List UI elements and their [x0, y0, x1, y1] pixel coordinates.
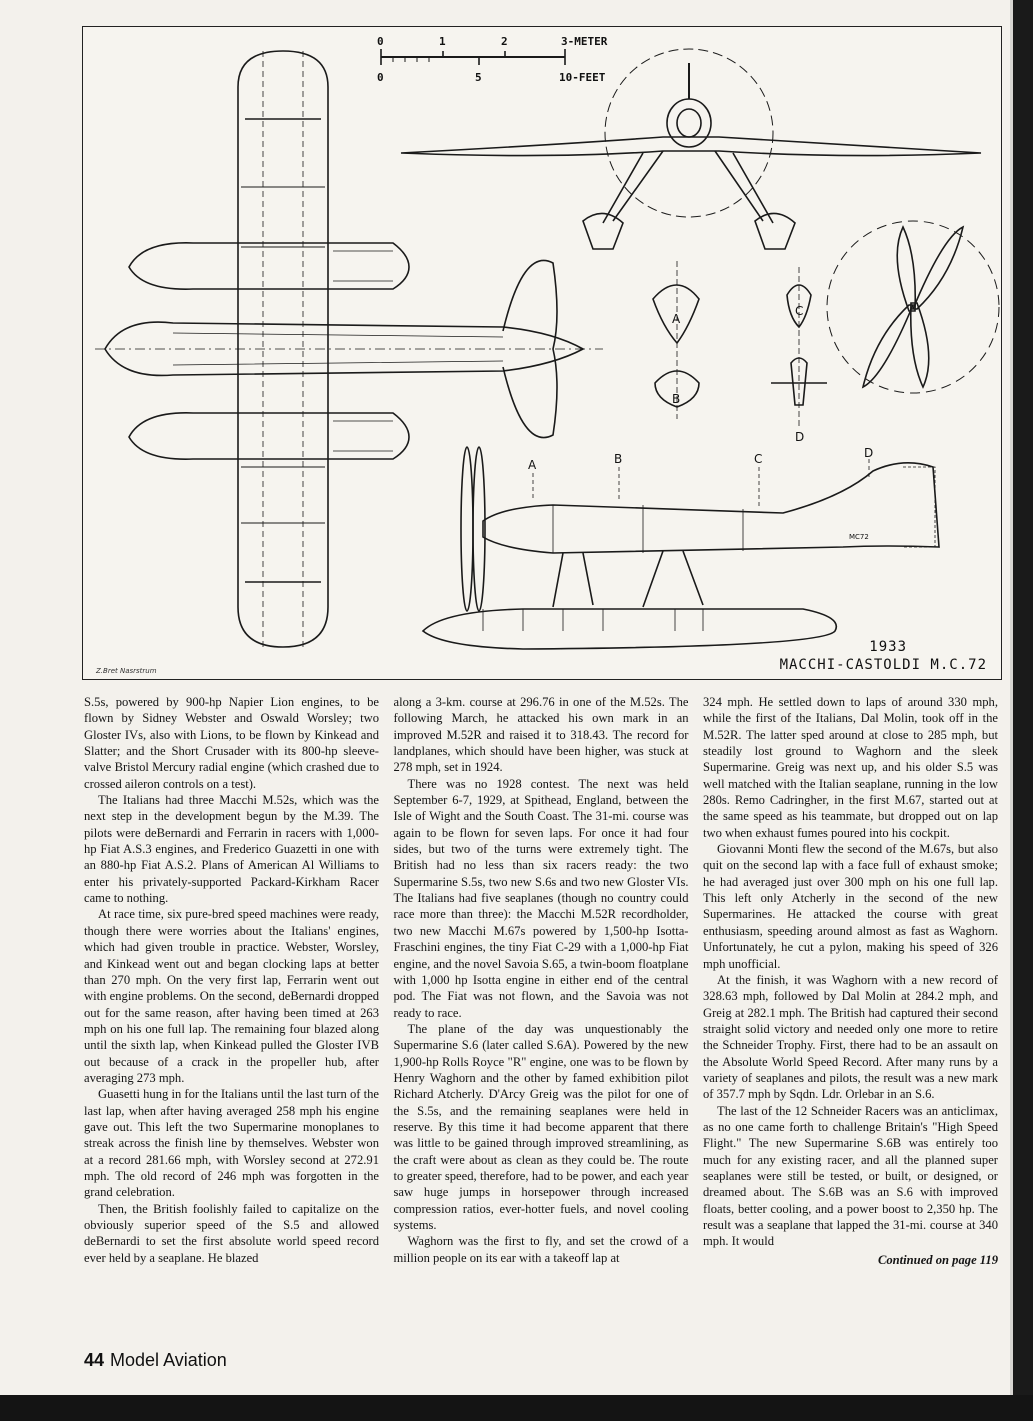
scale-feet-10: 10-FEET — [559, 71, 606, 84]
paragraph: There was no 1928 contest. The next was held September 6-7, 1929, at Spithead, England, between the Isle of Wight and the South Coast. The 31-mi. course was again to be flown for seven laps. For once it had four sides, but two of the turns were extremely tight. The British had no less than six racers ready: the two Supermarine S.5s, two new S.6s and two new Gloster VIs. The Italians had five seaplanes (though no country could race more than three): the Macchi M.52R recordholder, two new Macchi M.67s powered by 1,500-hp Isotta-Fraschini engines, the tiny Fiat C-29 with a 1,000-hp Fiat engine, and the novel Savoia S.65, a twin-boom floatplane with 1,000 hp Isotta engine in either end of the central pod. The Fiat was not flown, and the Savoia was not ready to race. — [393, 776, 689, 1020]
side-section-b: B — [614, 452, 623, 466]
publication-name: Model Aviation — [110, 1350, 227, 1370]
scale-feet-0: 0 — [377, 71, 384, 84]
paragraph: Then, the British foolishly failed to capitalize on the obviously superior speed of the S.5 and allowed deBernardi to set the first absolute world speed record ever held by a seaplane. He blazed — [84, 1201, 379, 1265]
paragraph: At the finish, it was Waghorn with a new record of 328.63 mph, followed by Dal Molin at 284.2 mph, and Greig at 282.1 mph. The British had captured their second straight solid victory and needed only one more to retire the Schneider Trophy. First, there had to be an assault on the Absolute World Speed Record. After many runs by a variety of seaplanes and pilots, the result was a new mark of 357.7 mph by Sqdn. Ldr. Orlebar in an S.6. — [703, 972, 998, 1102]
section-d-label: D — [795, 430, 805, 444]
paragraph: 324 mph. He settled down to laps of around 330 mph, while the first of the Italians, Dal Molin, took off in the M.52R. The latter sped around at close to 285 mph, but steadily lost ground to Waghorn and the sleek Supermarine. Greig was next up, and his older S.5 was well matched with the Italian seaplane, running in the low 280s. Remo Cadringher, in the first M.67, started out at the same speed as his teammate, but dropped out on lap two when exhaust fumes poured into his cockpit. — [703, 695, 998, 840]
front-view — [401, 49, 981, 249]
drawing-year: 1933 — [869, 639, 907, 655]
side-section-d: D — [864, 446, 874, 460]
scale-meter-0: 0 — [377, 35, 384, 48]
scan-border — [0, 1395, 1033, 1421]
column-2 — [394, 694, 689, 1268]
section-b-label: B — [672, 392, 681, 406]
draftsman-signature: Z.Bret Nasrstrum — [96, 667, 157, 675]
propeller-view — [827, 221, 999, 393]
paragraph: along a 3-km. course at 296.76 in one of the M.52s. The following March, he attacked his own mark in an improved M.52R and raised it to 318.43. The record for landplanes, which should have been higher, was stuck at 278 mph, set in 1924. — [393, 695, 689, 775]
paragraph: Guasetti hung in for the Italians until the last turn of the last lap, when after having averaged 258 mph his engine gave out. This left the two Supermarine monoplanes to streak across the finish line by themselves. Webster won at a record 281.66 mph, with Worsley second at 272.91 mph. The old record of 246 mph was forgotten in the grand celebration. — [84, 1087, 379, 1200]
column-3 — [703, 694, 998, 1268]
paragraph: Giovanni Monti flew the second of the M.67s, but also quit on the second lap with a face full of exhaust smoke; he had averaged just over 300 mph on his one full lap. This left only Atcherly in the second of the new Supermarines. He attacked the course with great enthusiasm, speeding around almost as fast as Waghorn. Unfortunately, he cut a pylon, making his speed of 326 mph unofficial. — [703, 842, 998, 971]
continued-note: Continued on page 119 — [877, 1252, 998, 1267]
section-c-label: C — [795, 304, 804, 318]
drawing-title: MACCHI-CASTOLDI M.C.72 — [779, 657, 987, 673]
paragraph: The plane of the day was unquestionably the Supermarine S.6 (later called S.6A). Powered by the new 1,900-hp Rolls Royce "R" engine, one was to be flown by Henry Waghorn and the other by famed exhibition pilot Richard Atcherly. D'Arcy Greig was the pilot for one of the S.5s, and the remaining seaplanes were held in reserve. By this time it had become apparent that there was little to be gained through improved streamlining, as the craft were about as clean as they could be. The route to greater speed, therefore, had to be power, and each year saw huge jumps in horsepower through increased compression ratios, ever-hotter fuels, and novel cooling systems. — [393, 1021, 689, 1232]
scale-feet-5: 5 — [475, 71, 482, 84]
page-footer — [84, 1350, 227, 1371]
cross-sections — [653, 261, 827, 444]
paragraph: Waghorn was the first to fly, and set the crowd of a million people on its ear with a takeoff lap at — [393, 1234, 689, 1265]
column-1 — [84, 694, 379, 1268]
scale-meter-2: 2 — [501, 35, 508, 48]
side-section-a: A — [528, 458, 537, 472]
scale-meter-3: 3-METER — [561, 35, 608, 48]
paragraph: The last of the 12 Schneider Racers was an anticlimax, as no one came forth to challenge Britain's "High Speed Flight." The new Supermarine S.6B was entirely too much for any existing racer, and all the planned super seaplanes were still be tested, or built, or designed, or dreamed about. The S.6B was an S.6 with improved floats, better cooling, and a power boost to 2,350 hp. The result was a seaplane that lapped the 31-mi. course at 340 mph. It would — [703, 1103, 998, 1249]
paragraph: At race time, six pure-bred speed machines were ready, though there were worries about the Italians' engines, which had given trouble in practice. Webster, Worsley, and Kinkead went out and began clocking laps at better than 270 mph. On the very first lap, Ferrarin went out with engine problems. On the second, deBernardi dropped out for the same reason, after having been timed at 263 mph on his one full lap. The remaining four blazed along until the sixth lap, when Kinkead pulled the Gloster IVB out because of a crack in the propeller hub, after averaging 273 mph. — [84, 907, 379, 1085]
plan-view — [95, 51, 603, 647]
side-view — [423, 446, 939, 649]
page-number: 44 — [84, 1350, 105, 1370]
three-view-drawing — [82, 26, 1002, 680]
article-body — [84, 694, 998, 1268]
paragraph: The Italians had three Macchi M.52s, which was the next step in the development begun by the M.39. The pilots were deBernardi and Ferrarin in racers with 1,000-hp Fiat A.S.3 engines, and Frederico Guazetti in one with an 880-hp Fiat A.S.2. Plans of American Al Williams to enter his privately-supported Packard-Kirkham Racer came to nothing. — [84, 793, 379, 906]
fuselage-marking: MC72 — [849, 533, 869, 541]
aircraft-plan-svg — [83, 27, 1001, 679]
scale-meter-1: 1 — [439, 35, 446, 48]
paragraph: S.5s, powered by 900-hp Napier Lion engines, to be flown by Sidney Webster and Oswald Worsley; two Gloster IVs, also with Lions, to be flown by Kinkead and Slatter; and the Short Crusader with its 800-hp sleeve-valve Bristol Mercury radial engine (which crashed due to crossed aileron controls on a test). — [84, 695, 379, 791]
side-section-c: C — [754, 452, 763, 466]
scale-bar — [377, 35, 608, 84]
section-a-label: A — [672, 312, 681, 326]
